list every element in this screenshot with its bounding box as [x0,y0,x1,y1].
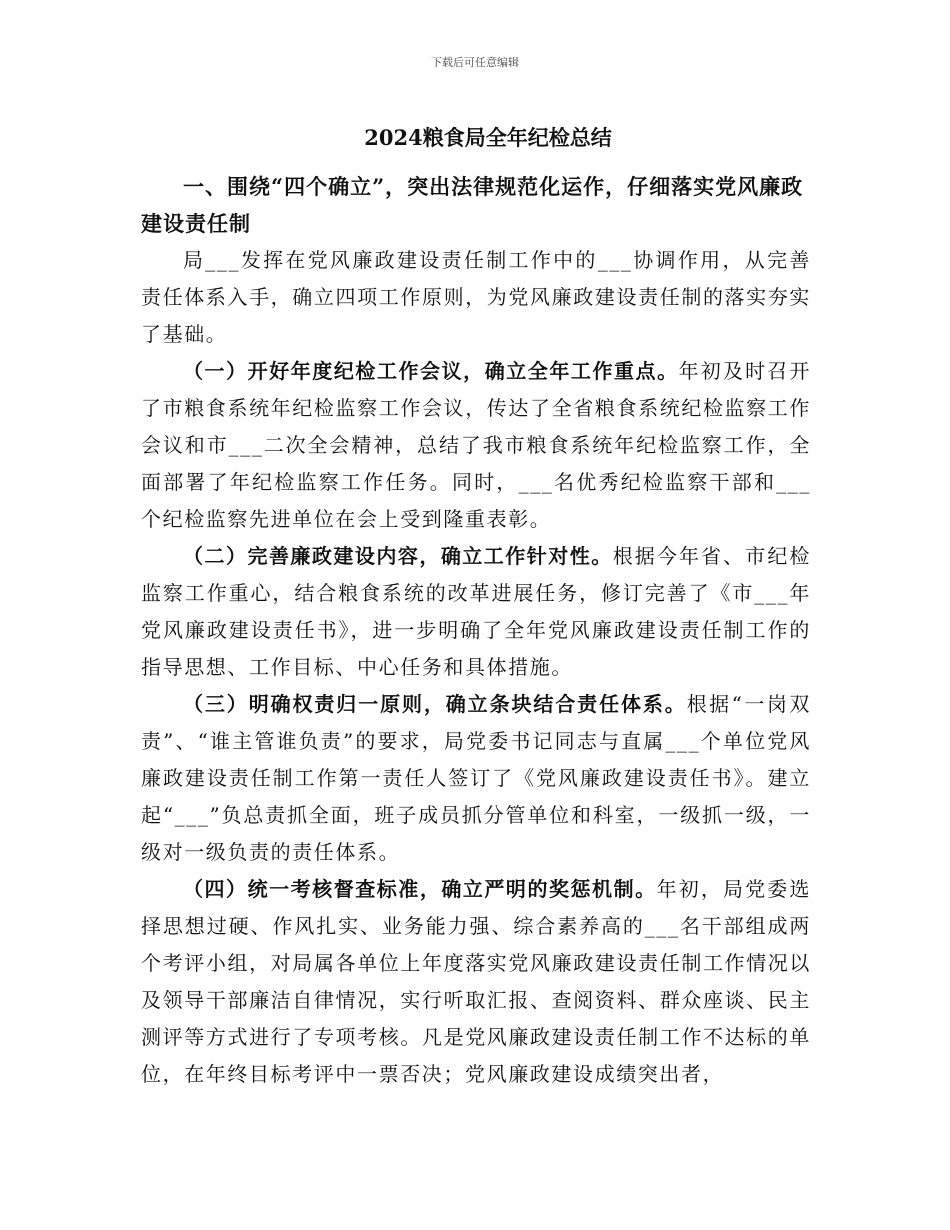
paragraph-item-3 [141,686,811,871]
paragraph-text: 年初及时召开了市粮食系统年纪检监察工作会议，传达了全省粮食系统纪检监察工作会议和市___二次全会精神，总结了我市粮食系统年纪检监察工作，全面部署了年纪检监察工作任务。同时，___名优秀纪检监察干部和___个纪检监察先进单位在会上受到隆重表彰。 [141,359,812,531]
paragraph-item-4 [141,871,811,1093]
paragraph-lead: （二）完善廉政建设内容，确立工作针对性。 [183,544,613,568]
paragraph-lead: （四）统一考核督查标准，确立严明的奖惩机制。 [183,877,657,901]
paragraph-text: 根据“一岗双责”、“谁主管谁负责”的要求，局党委书记同志与直属___个单位党风廉政建设责任制工作第一责任人签订了《党风廉政建设责任书》。建立起“___”负总责抓全面，班子成员抓分管单位和科室，一级抓一级，一级对一级负责的责任体系。 [141,692,812,864]
paragraph-text: 局___发挥在党风廉政建设责任制工作中的___协调作用，从完善责任体系入手，确立四项工作原则，为党风廉政建设责任制的落实夯实了基础。 [141,248,811,346]
document-body [141,118,811,1093]
paragraph-text: 根据今年省、市纪检监察工作重心，结合粮食系统的改革进展任务，修订完善了《市___年党风廉政建设责任书》，进一步明确了全年党风廉政建设责任制工作的指导思想、工作目标、中心任务和具体措施。 [141,544,812,679]
paragraph-lead: （三）明确权责归一原则，确立条块结合责任体系。 [183,692,687,716]
paragraph-text: 年初，局党委选择思想过硬、作风扎实、业务能力强、综合素养高的___名干部组成两个考评小组，对局属各单位上年度落实党风廉政建设责任制工作情况以及领导干部廉洁自律情况，实行听取汇报、查阅资料、群众座谈、民主测评等方式进行了专项考核。凡是党风廉政建设责任制工作不达标的单位，在年终目标考评中一票否决；党风廉政建设成绩突出者， [141,877,812,1086]
section-heading-1: 一、围绕“四个确立”，突出法律规范化运作，仔细落实党风廉政建设责任制 [141,174,804,236]
paragraph-lead: （一）开好年度纪检工作会议，确立全年工作重点。 [183,359,679,383]
header-note: 下载后可任意编辑 [431,56,519,69]
paragraph-item-2 [141,538,811,686]
paragraph-item-1 [141,353,811,538]
paragraph-intro [141,242,811,353]
document-title: 2024粮食局全年纪检总结 [364,125,612,150]
